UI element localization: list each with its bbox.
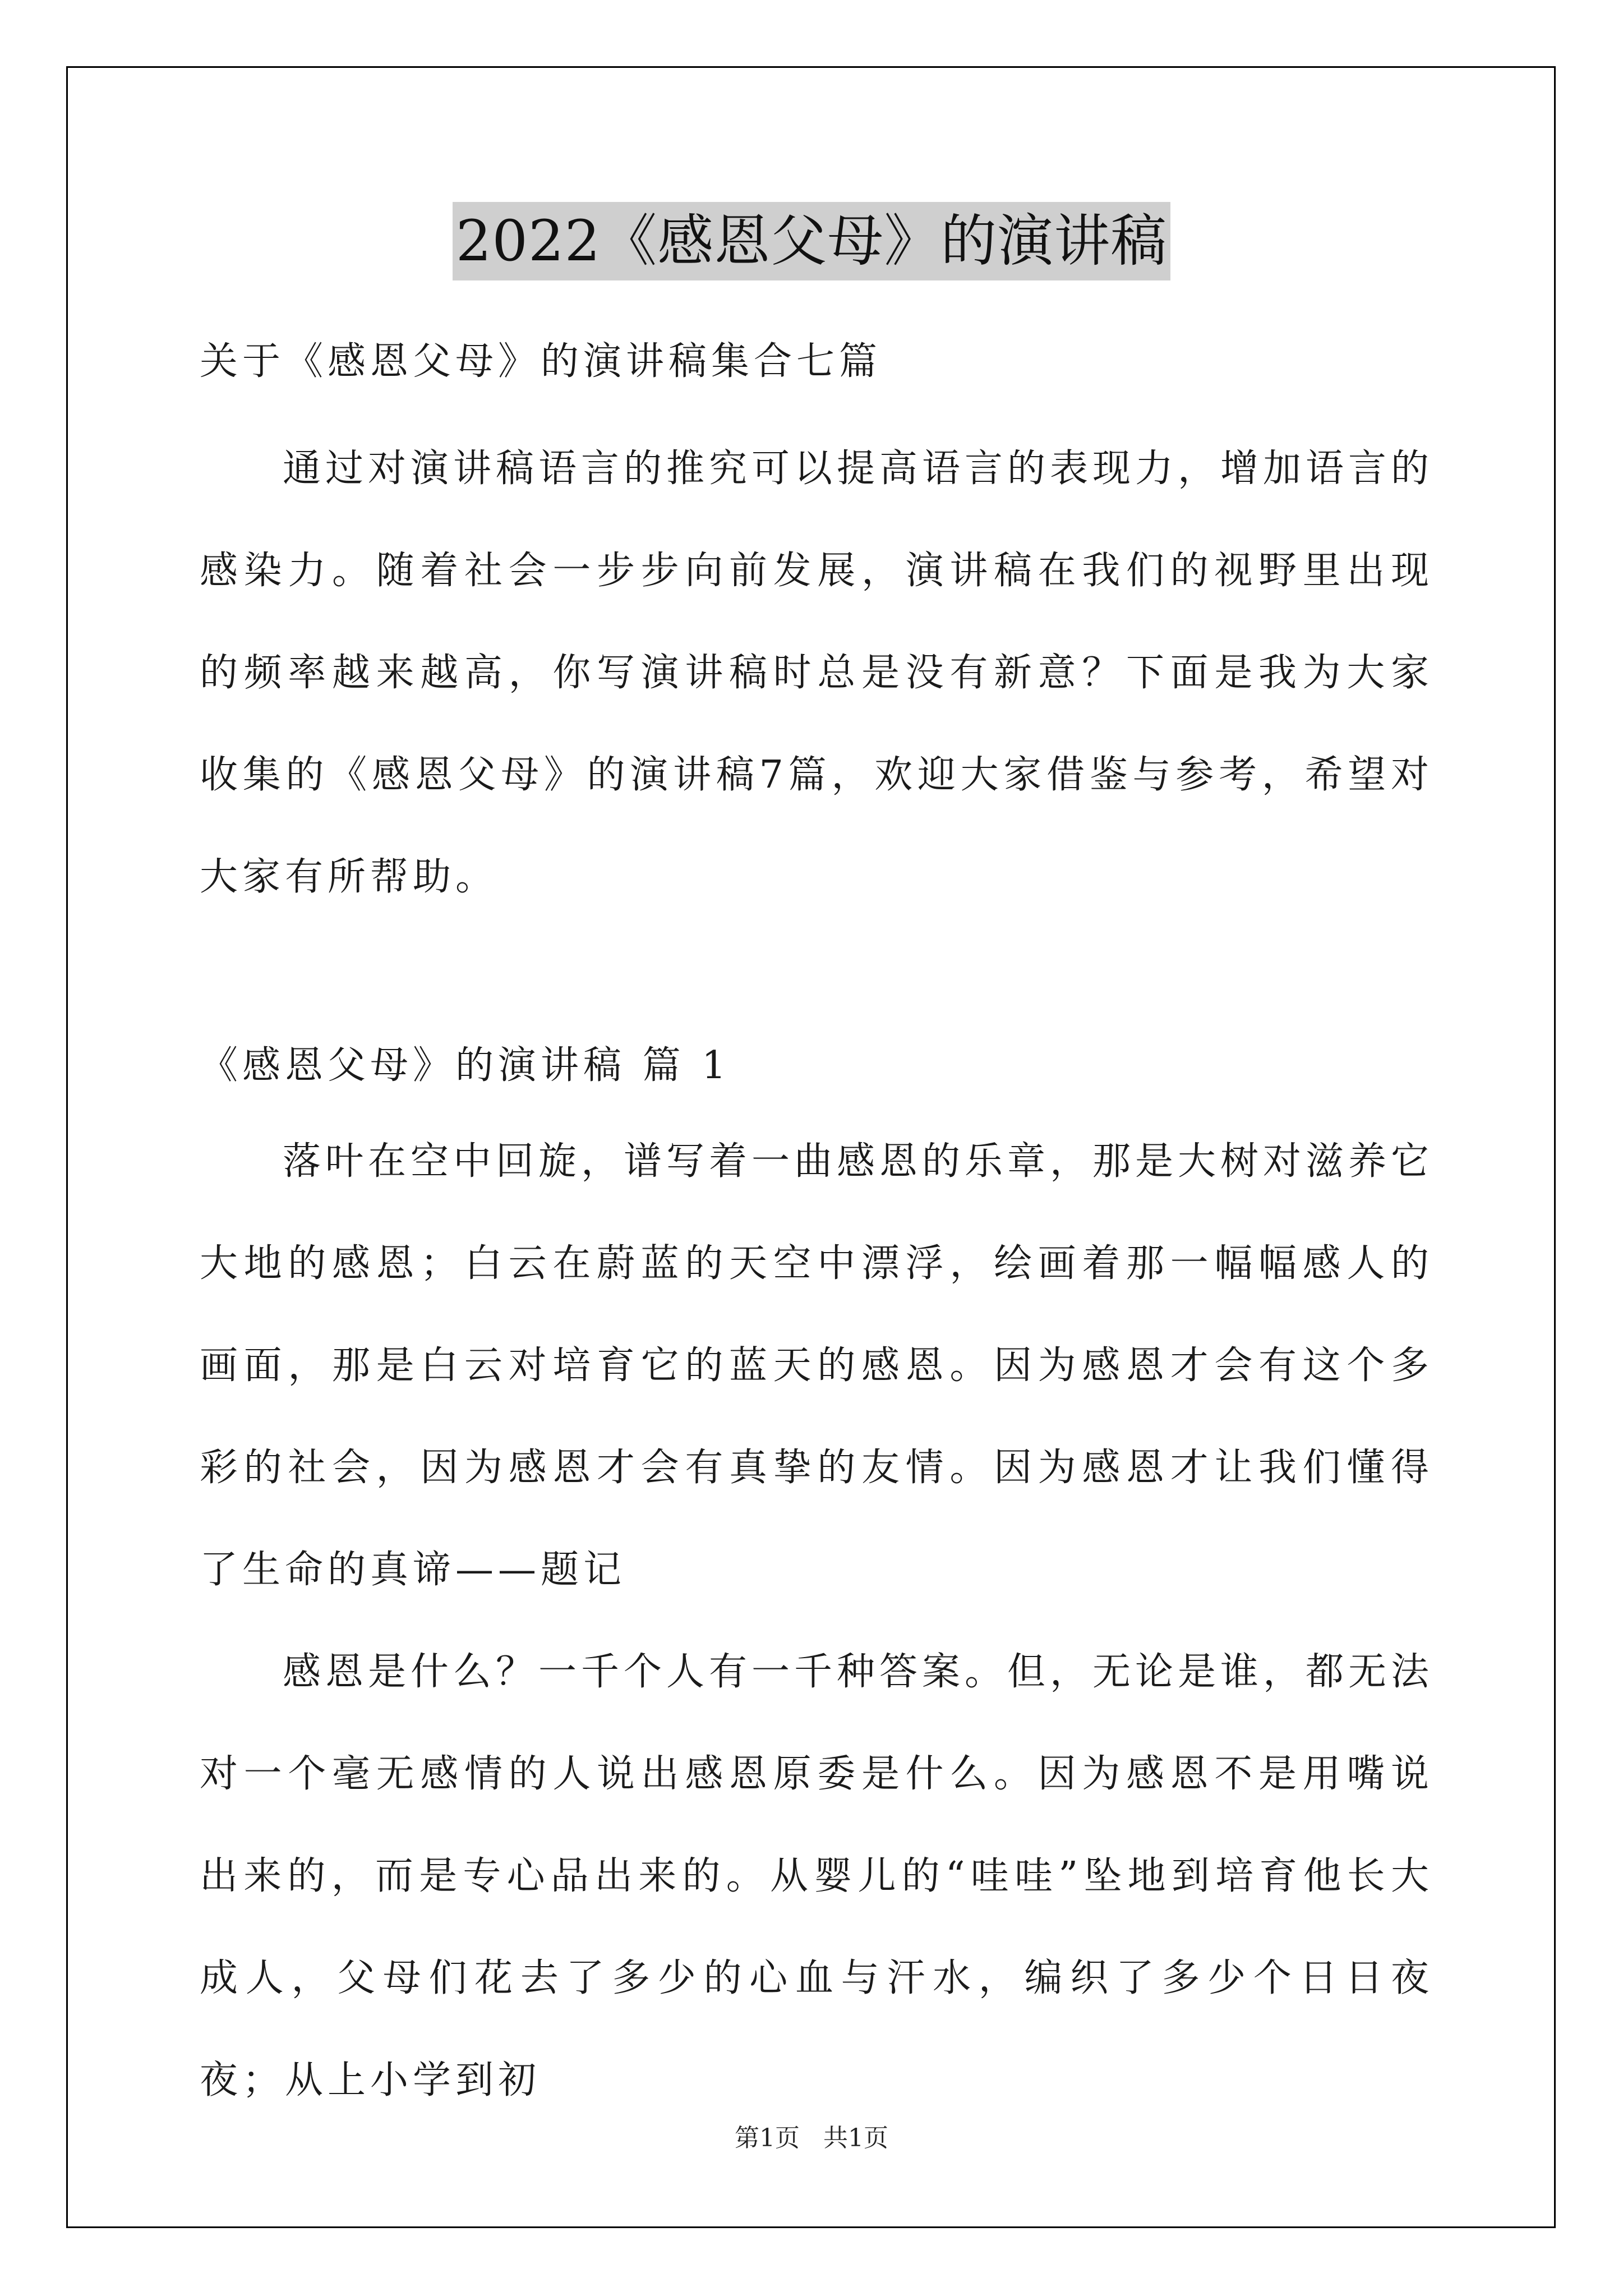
section-heading: 《感恩父母》的演讲稿 篇 1 [200,1043,731,1088]
document-body [200,306,1433,2132]
intro-paragraph: 通过对演讲稿语言的推究可以提高语言的表现力，增加语言的感染力。随着社会一步步向前发展，演讲稿在我们的视野里出现的频率越来越高，你写演讲稿时总是没有新意？下面是我为大家收集的《感恩父母》的演讲稿7篇，欢迎大家借鉴与参考，希望对大家有所帮助。 [200,447,1434,899]
document-title: 2022《感恩父母》的演讲稿 [453,202,1171,280]
body-paragraph-2: 感恩是什么？一千个人有一千种答案。但，无论是谁，都无法对一个毫无感情的人说出感恩原委是什么。因为感恩不是用嘴说出来的，而是专心品出来的。从婴儿的“哇哇”坠地到培育他长大成人，父母们花去了多少的心血与汗水，编织了多少个日日夜夜；从上小学到初 [200,1650,1434,2102]
document-subtitle: 关于《感恩父母》的演讲稿集合七篇 [200,339,882,384]
section-spacer [200,928,1433,1021]
body-paragraph-1: 落叶在空中回旋，谱写着一曲感恩的乐章，那是大树对滋养它大地的感恩；白云在蔚蓝的天空中漂浮，绘画着那一幅幅感人的画面，那是白云对培育它的蓝天的感恩。因为感恩才会有这个多彩的社会，因为感恩才会有真挚的友情。因为感恩才让我们懂得了生命的真谛——题记 [200,1139,1434,1592]
page-footer: 第1页 共1页 [735,2124,888,2152]
title-container [0,202,1623,280]
